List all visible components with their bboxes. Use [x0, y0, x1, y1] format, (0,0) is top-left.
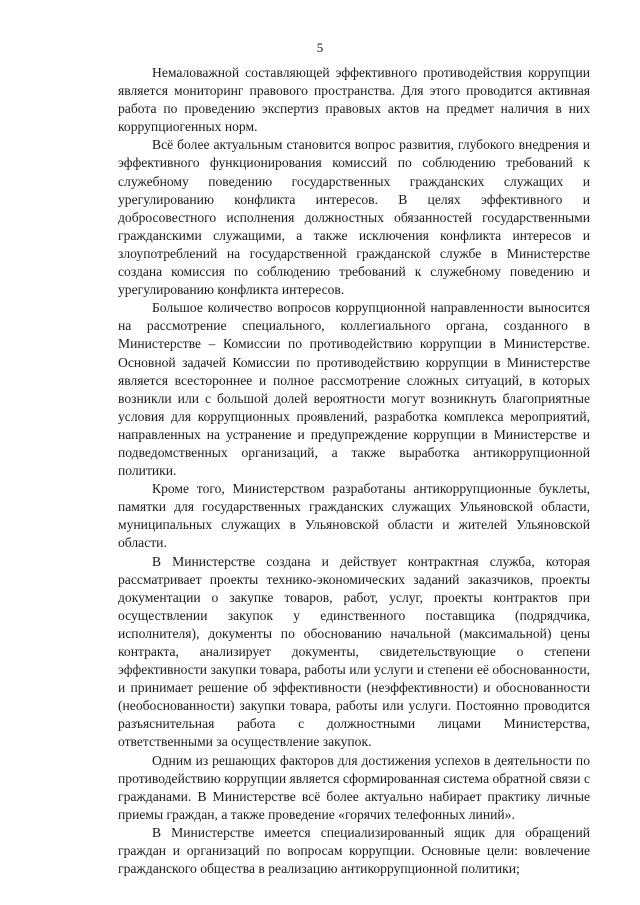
- paragraph-commissions: Всё более актуальным становится вопрос развития, глубокого внедрения и эффективного функционирования комиссий по соблюдению требований к служебному поведению государственных гражданских служащих и урегулированию конфликта интересов. В целях эффективного и добросовестного исполнения должностных обязанностей государственными гражданскими служащими, а также исключения конфликта интересов и злоупотреблений на государственной гражданской службе в Министерстве создана комиссия по соблюдению требований к служебному поведению и урегулированию конфликта интересов.: [118, 137, 590, 298]
- paragraph-anticorruption-commission: Большое количество вопросов коррупционной направленности выносится на рассмотрение специального, коллегиального органа, созданного в Министерстве – Комиссии по противодействию коррупции в Министерстве. Основной задачей Комиссии по противодействию коррупции в Министерстве является всестороннее и полное рассмотрение сложных ситуаций, в которых возникли или с большой долей вероятности могут возникнуть благоприятные условия для коррупционных проявлений, разработка комплекса мероприятий, направленных на устранение и предупреждение коррупции в Министерстве и подведомственных организаций, а также выработка антикоррупционной политики.: [118, 300, 590, 479]
- page-number: 5: [316, 40, 324, 55]
- paragraph-complaint-box: В Министерстве имеется специализированный ящик для обращений граждан и организаций по вопросам коррупции. Основные цели: вовлечение гражданского общества в реализацию антикоррупционной политики;: [118, 824, 590, 877]
- document-body: [118, 64, 590, 878]
- paragraph-feedback: Одним из решающих факторов для достижения успехов в деятельности по противодействию коррупции является сформированная система обратной связи с гражданами. В Министерстве всё более актуально набирает практику личные приемы граждан, а также проведение «горячих телефонных линий».: [118, 752, 590, 822]
- paragraph-booklets: Кроме того, Министерством разработаны антикоррупционные буклеты, памятки для государственных гражданских служащих Ульяновской области, муниципальных служащих в Ульяновской области и жителей Ульяновской области.: [118, 481, 590, 551]
- paragraph-monitoring: Немаловажной составляющей эффективного противодействия коррупции является мониторинг правового пространства. Для этого проводится активная работа по проведению экспертиз правовых актов на предмет наличия в них коррупциогенных норм.: [118, 65, 590, 135]
- paragraph-contract-service: В Министерстве создана и действует контрактная служба, которая рассматривает проекты технико-экономических заданий заказчиков, проекты документации о закупке товаров, работ, услуг, проекты контрактов при осуществлении закупок у единственного поставщика (подрядчика, исполнителя), документы по обоснованию начальной (максимальной) цены контракта, анализирует документы, свидетельствующие о степени эффективности закупки товара, работы или услуги и степени её обоснованности, и принимает решение об эффективности (неэффективности) и обоснованности (необоснованности) закупки товара, работы или услуги. Постоянно проводится разъяснительная работа с должностными лицами Министерства, ответственными за осуществление закупок.: [118, 553, 590, 750]
